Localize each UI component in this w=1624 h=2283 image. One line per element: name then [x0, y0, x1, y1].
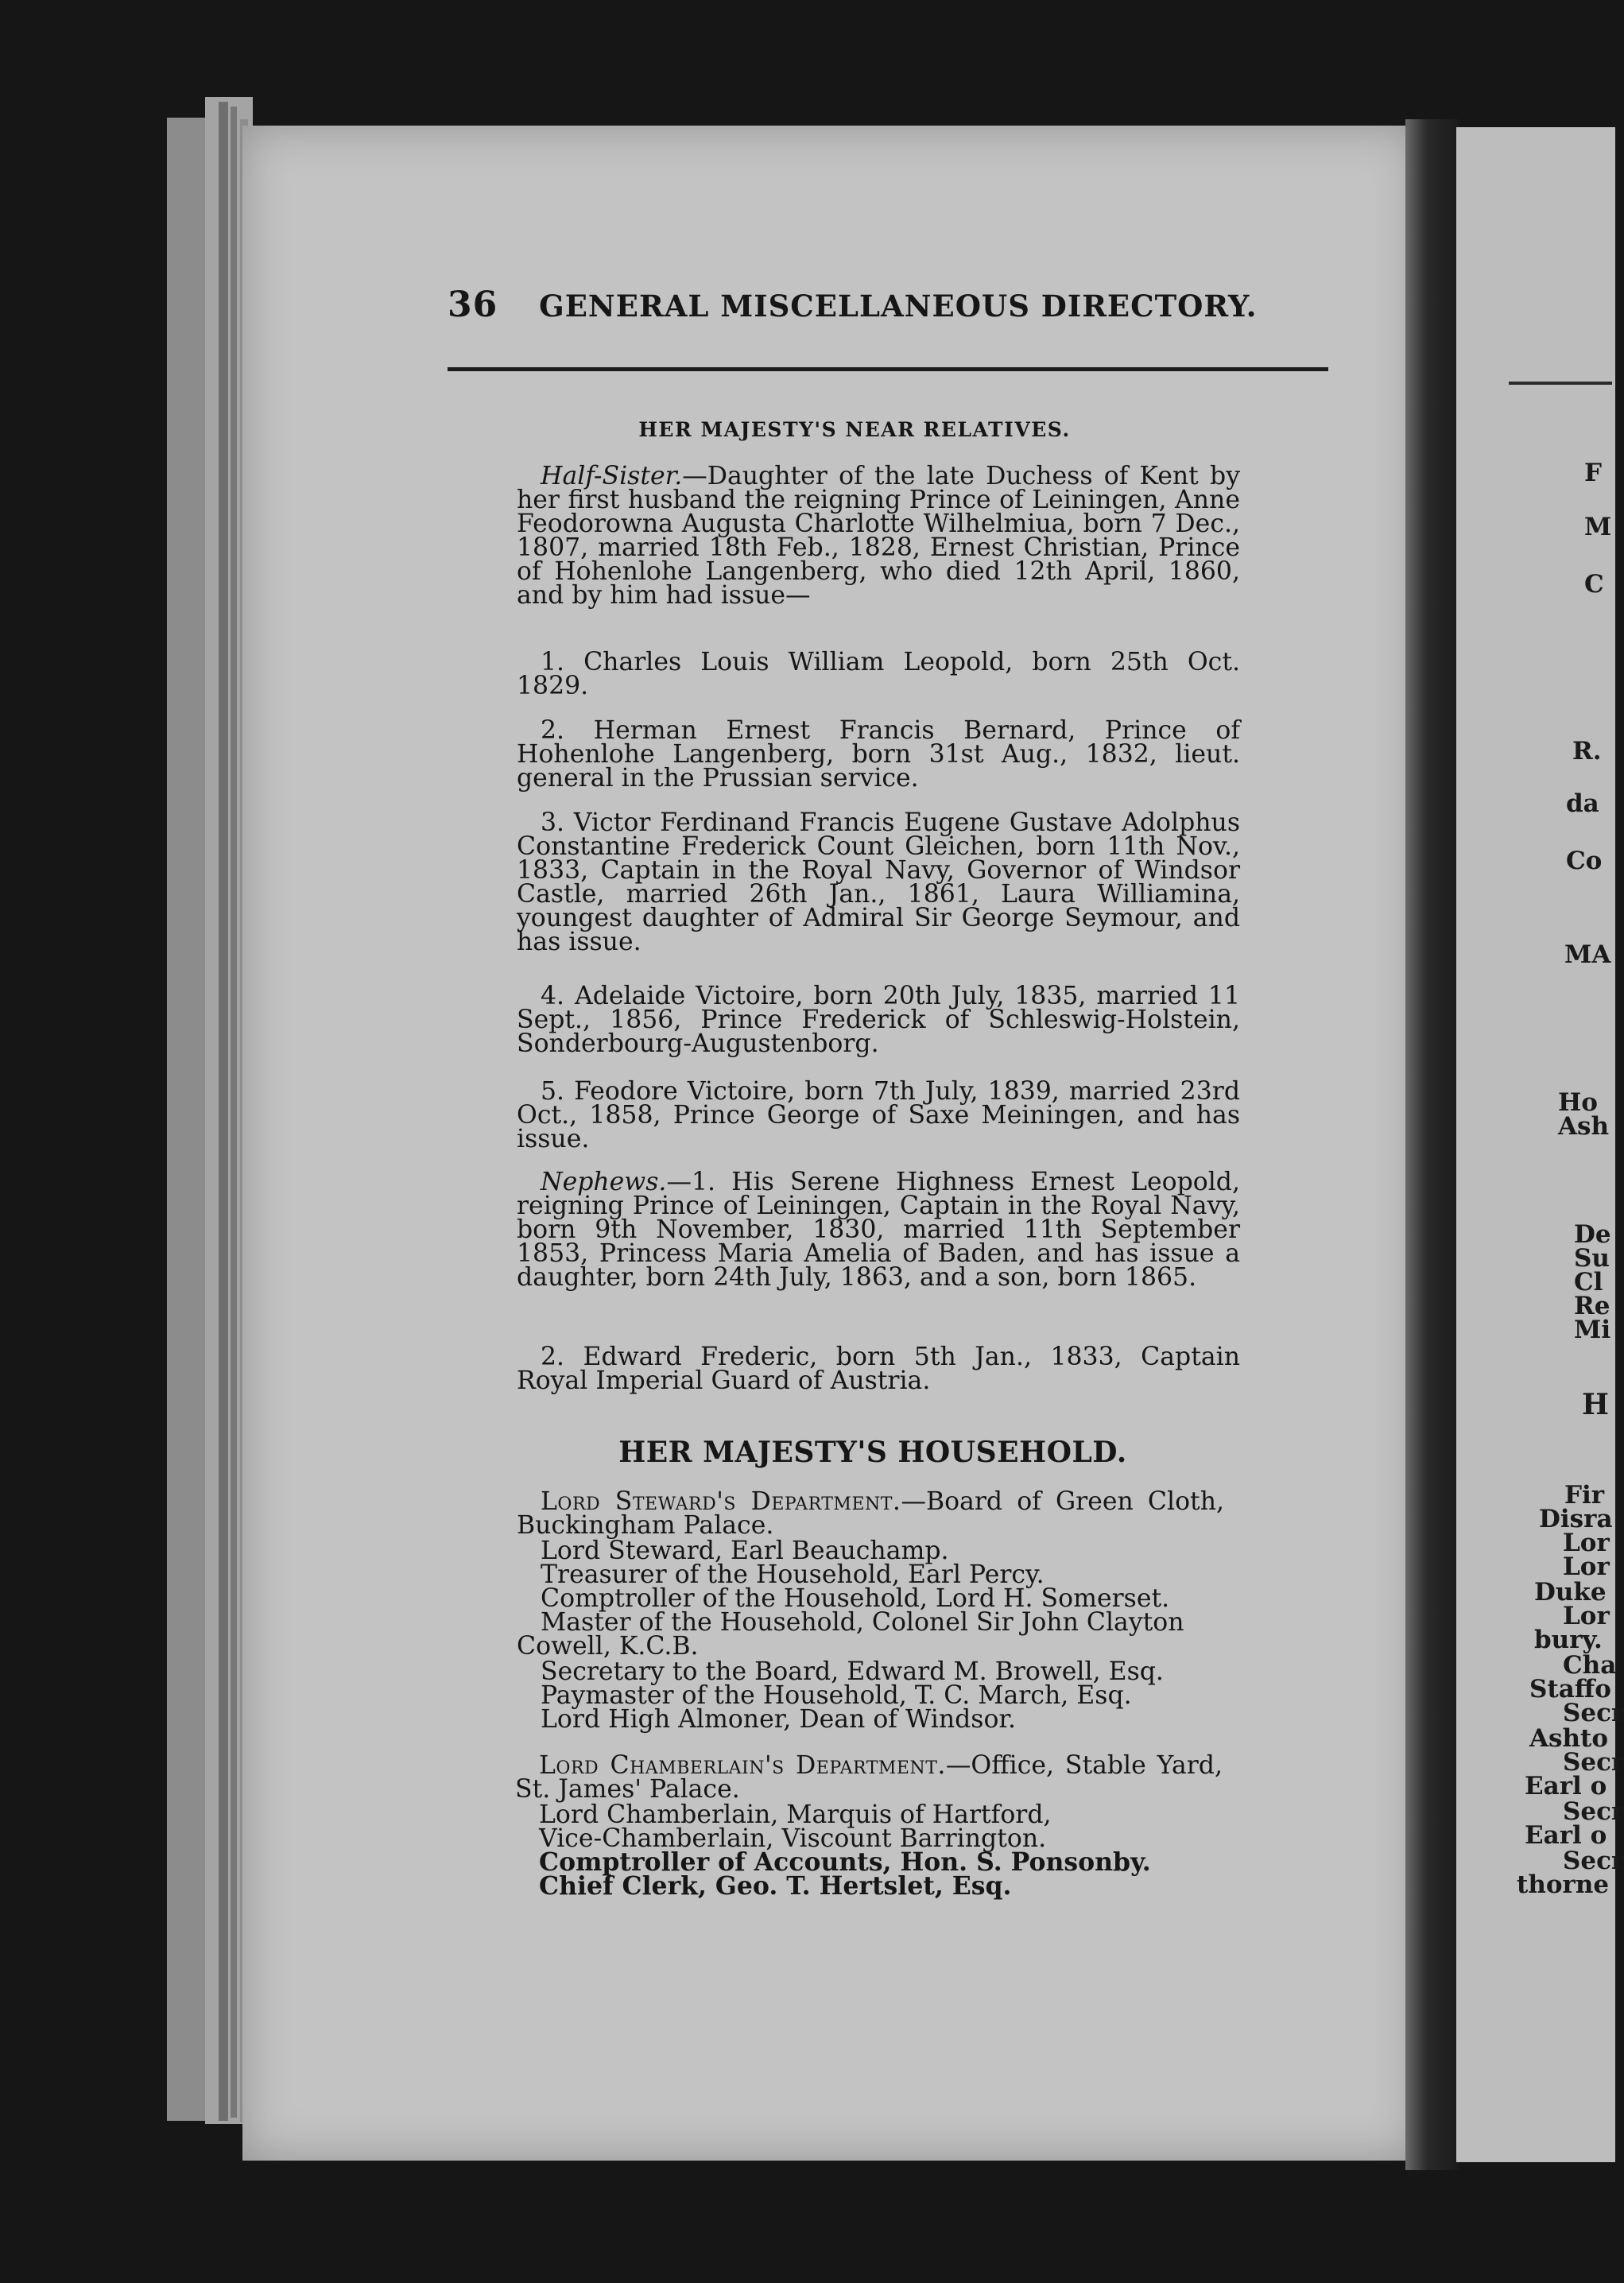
- book-edge: [231, 107, 237, 2118]
- right-page-fragment: Co: [1566, 847, 1603, 875]
- household-line: Lord High Almoner, Dean of Windsor.: [541, 1705, 1017, 1734]
- right-page-fragment: da: [1566, 789, 1599, 818]
- right-page-fragment: Staffo: [1529, 1675, 1611, 1704]
- right-page-fragment: Su: [1574, 1244, 1610, 1273]
- half-sister-text: —Daughter of the late Duchess of Kent by her first husband the reigning Prince of Leiningen, Anne Feodorowna Augusta Charlotte Wilhelmiua, born 7 Dec., 1807, married 18th Feb., 1828, Ernest Christian, Prince of Hohenlohe Langenberg, who died 12th April, 1860, and by him had issue—: [517, 462, 1240, 610]
- right-page-fragment: Secr: [1563, 1699, 1624, 1727]
- running-head: [448, 285, 1258, 325]
- household-line: Chief Clerk, Geo. T. Hertslet, Esq.: [539, 1871, 1012, 1901]
- right-page-fragment: Lor: [1563, 1602, 1610, 1630]
- right-page-fragment: Ashto: [1529, 1724, 1609, 1753]
- right-page-fragment: MA: [1564, 940, 1611, 969]
- nephews-text: —1. His Serene Highness Ernest Leopold, reigning Prince of Leiningen, Captain in the Royal Navy, born 9th November, 1830, married 11th September 1853, Princess Maria Amelia of Baden, and has issue a daughter, born 24th July, 1863, and a son, born 1865.: [517, 1168, 1240, 1292]
- right-page-fragment: Lor: [1563, 1552, 1610, 1581]
- half-sister-paragraph: [517, 462, 1240, 610]
- issue-item: [517, 808, 1240, 956]
- issue-item: [517, 984, 1240, 1056]
- lord-steward-paragraph: [517, 1487, 1224, 1540]
- household-heading: HER MAJESTY'S HOUSEHOLD.: [618, 1436, 1127, 1469]
- household-line: Cowell, K.C.B.: [517, 1632, 699, 1661]
- household-line: Treasurer of the Household, Earl Percy.: [541, 1560, 1045, 1589]
- household-line: Comptroller of the Household, Lord H. Somerset.: [541, 1584, 1170, 1613]
- right-page-rule: [1509, 382, 1612, 385]
- issue-item-text: 1. Charles Louis William Leopold, born 25th Oct. 1829.: [517, 648, 1240, 700]
- right-page-fragment: H: [1582, 1388, 1610, 1421]
- issue-item-text: 5. Feodore Victoire, born 7th July, 1839, married 23rd Oct., 1858, Prince George of Saxe Meiningen, and has issue.: [517, 1077, 1240, 1153]
- right-page-fragment: Cl: [1574, 1268, 1603, 1297]
- right-page-fragment: F: [1584, 459, 1603, 487]
- relatives-heading: HER MAJESTY'S NEAR RELATIVES.: [638, 418, 1071, 441]
- lord-steward-dept: Lord Steward's Department.: [541, 1487, 901, 1516]
- issue-item-text: 4. Adelaide Victoire, born 20th July, 1835, married 11 Sept., 1856, Prince Frederick of Schleswig-Holstein, Sonderbourg-Augustenborg.: [517, 982, 1240, 1058]
- right-page-fragment: Secr: [1563, 1748, 1624, 1777]
- half-sister-lead: Half-Sister.: [541, 462, 683, 490]
- nephew-item-text: 2. Edward Frederic, born 5th Jan., 1833, Captain Royal Imperial Guard of Austria.: [517, 1343, 1240, 1395]
- issue-item: [517, 1079, 1240, 1151]
- issue-item: [517, 716, 1240, 793]
- right-page-fragment: De: [1574, 1220, 1611, 1249]
- lord-chamberlain-paragraph: [515, 1751, 1223, 1804]
- household-line: Paymaster of the Household, T. C. March, Esq.: [541, 1681, 1132, 1710]
- issue-item-text: 2. Herman Ernest Francis Bernard, Prince of Hohenlohe Langenberg, born 31st Aug., 1832, lieut. general in the Prussian service.: [517, 716, 1240, 793]
- page-number: 36: [448, 285, 498, 325]
- right-page-fragment: Disra: [1539, 1505, 1613, 1533]
- right-page-fragment: Mi: [1574, 1316, 1611, 1344]
- book-edge: [219, 102, 228, 2121]
- right-page-fragment: Secr: [1563, 1797, 1624, 1826]
- lord-chamberlain-office: —Office, Stable Yard, St. James' Palace.: [515, 1751, 1223, 1804]
- right-page-fragment: Lor: [1563, 1529, 1610, 1557]
- right-page-fragment: C: [1584, 570, 1604, 599]
- right-page-fragment: R.: [1572, 737, 1602, 766]
- right-page-fragment: Ho: [1558, 1088, 1598, 1117]
- right-page-fragment: Fir: [1564, 1481, 1605, 1510]
- lord-chamberlain-dept: Lord Chamberlain's Department.: [539, 1751, 946, 1780]
- household-line: Master of the Household, Colonel Sir John Clayton: [541, 1608, 1184, 1637]
- household-line: Vice-Chamberlain, Viscount Barrington.: [539, 1824, 1047, 1853]
- nephew-item: [517, 1345, 1240, 1393]
- household-line: Lord Chamberlain, Marquis of Hartford,: [539, 1800, 1052, 1829]
- nephews-paragraph: [517, 1168, 1240, 1292]
- right-page-fragment: Duke: [1534, 1578, 1607, 1607]
- running-head-title: GENERAL MISCELLANEOUS DIRECTORY.: [539, 289, 1258, 324]
- household-line: Comptroller of Accounts, Hon. S. Ponsonby.: [539, 1847, 1151, 1877]
- right-page-fragment: Ash: [1558, 1112, 1610, 1141]
- head-rule: [448, 367, 1328, 371]
- right-page-fragment: thorne: [1517, 1870, 1610, 1899]
- right-page-fragment: bury.: [1534, 1626, 1603, 1654]
- nephews-lead: Nephews.: [541, 1168, 667, 1196]
- issue-item: [517, 650, 1240, 698]
- lord-steward-office: —Board of Green Cloth, Buckingham Palace.: [517, 1487, 1224, 1540]
- book-gutter: [1405, 119, 1459, 2170]
- right-page-fragment: Earl o: [1525, 1772, 1607, 1800]
- household-line: Secretary to the Board, Edward M. Browell, Esq.: [541, 1657, 1164, 1686]
- right-page-fragment: M: [1584, 513, 1612, 541]
- right-page-fragment: Cha: [1563, 1651, 1617, 1680]
- right-page-fragment: Secr: [1563, 1847, 1624, 1875]
- right-page-fragment: Re: [1574, 1292, 1610, 1320]
- issue-item-text: 3. Victor Ferdinand Francis Eugene Gustave Adolphus Constantine Frederick Count Gleichen, born 11th Nov., 1833, Captain in the Royal Navy, Governor of Windsor Castle, married 26th Jan., 1861, Laura Williamina, youngest daughter of Admiral Sir George Seymour, and has issue.: [517, 808, 1240, 956]
- right-page-fragment: Earl o: [1525, 1821, 1607, 1850]
- household-line: Lord Steward, Earl Beauchamp.: [541, 1537, 949, 1565]
